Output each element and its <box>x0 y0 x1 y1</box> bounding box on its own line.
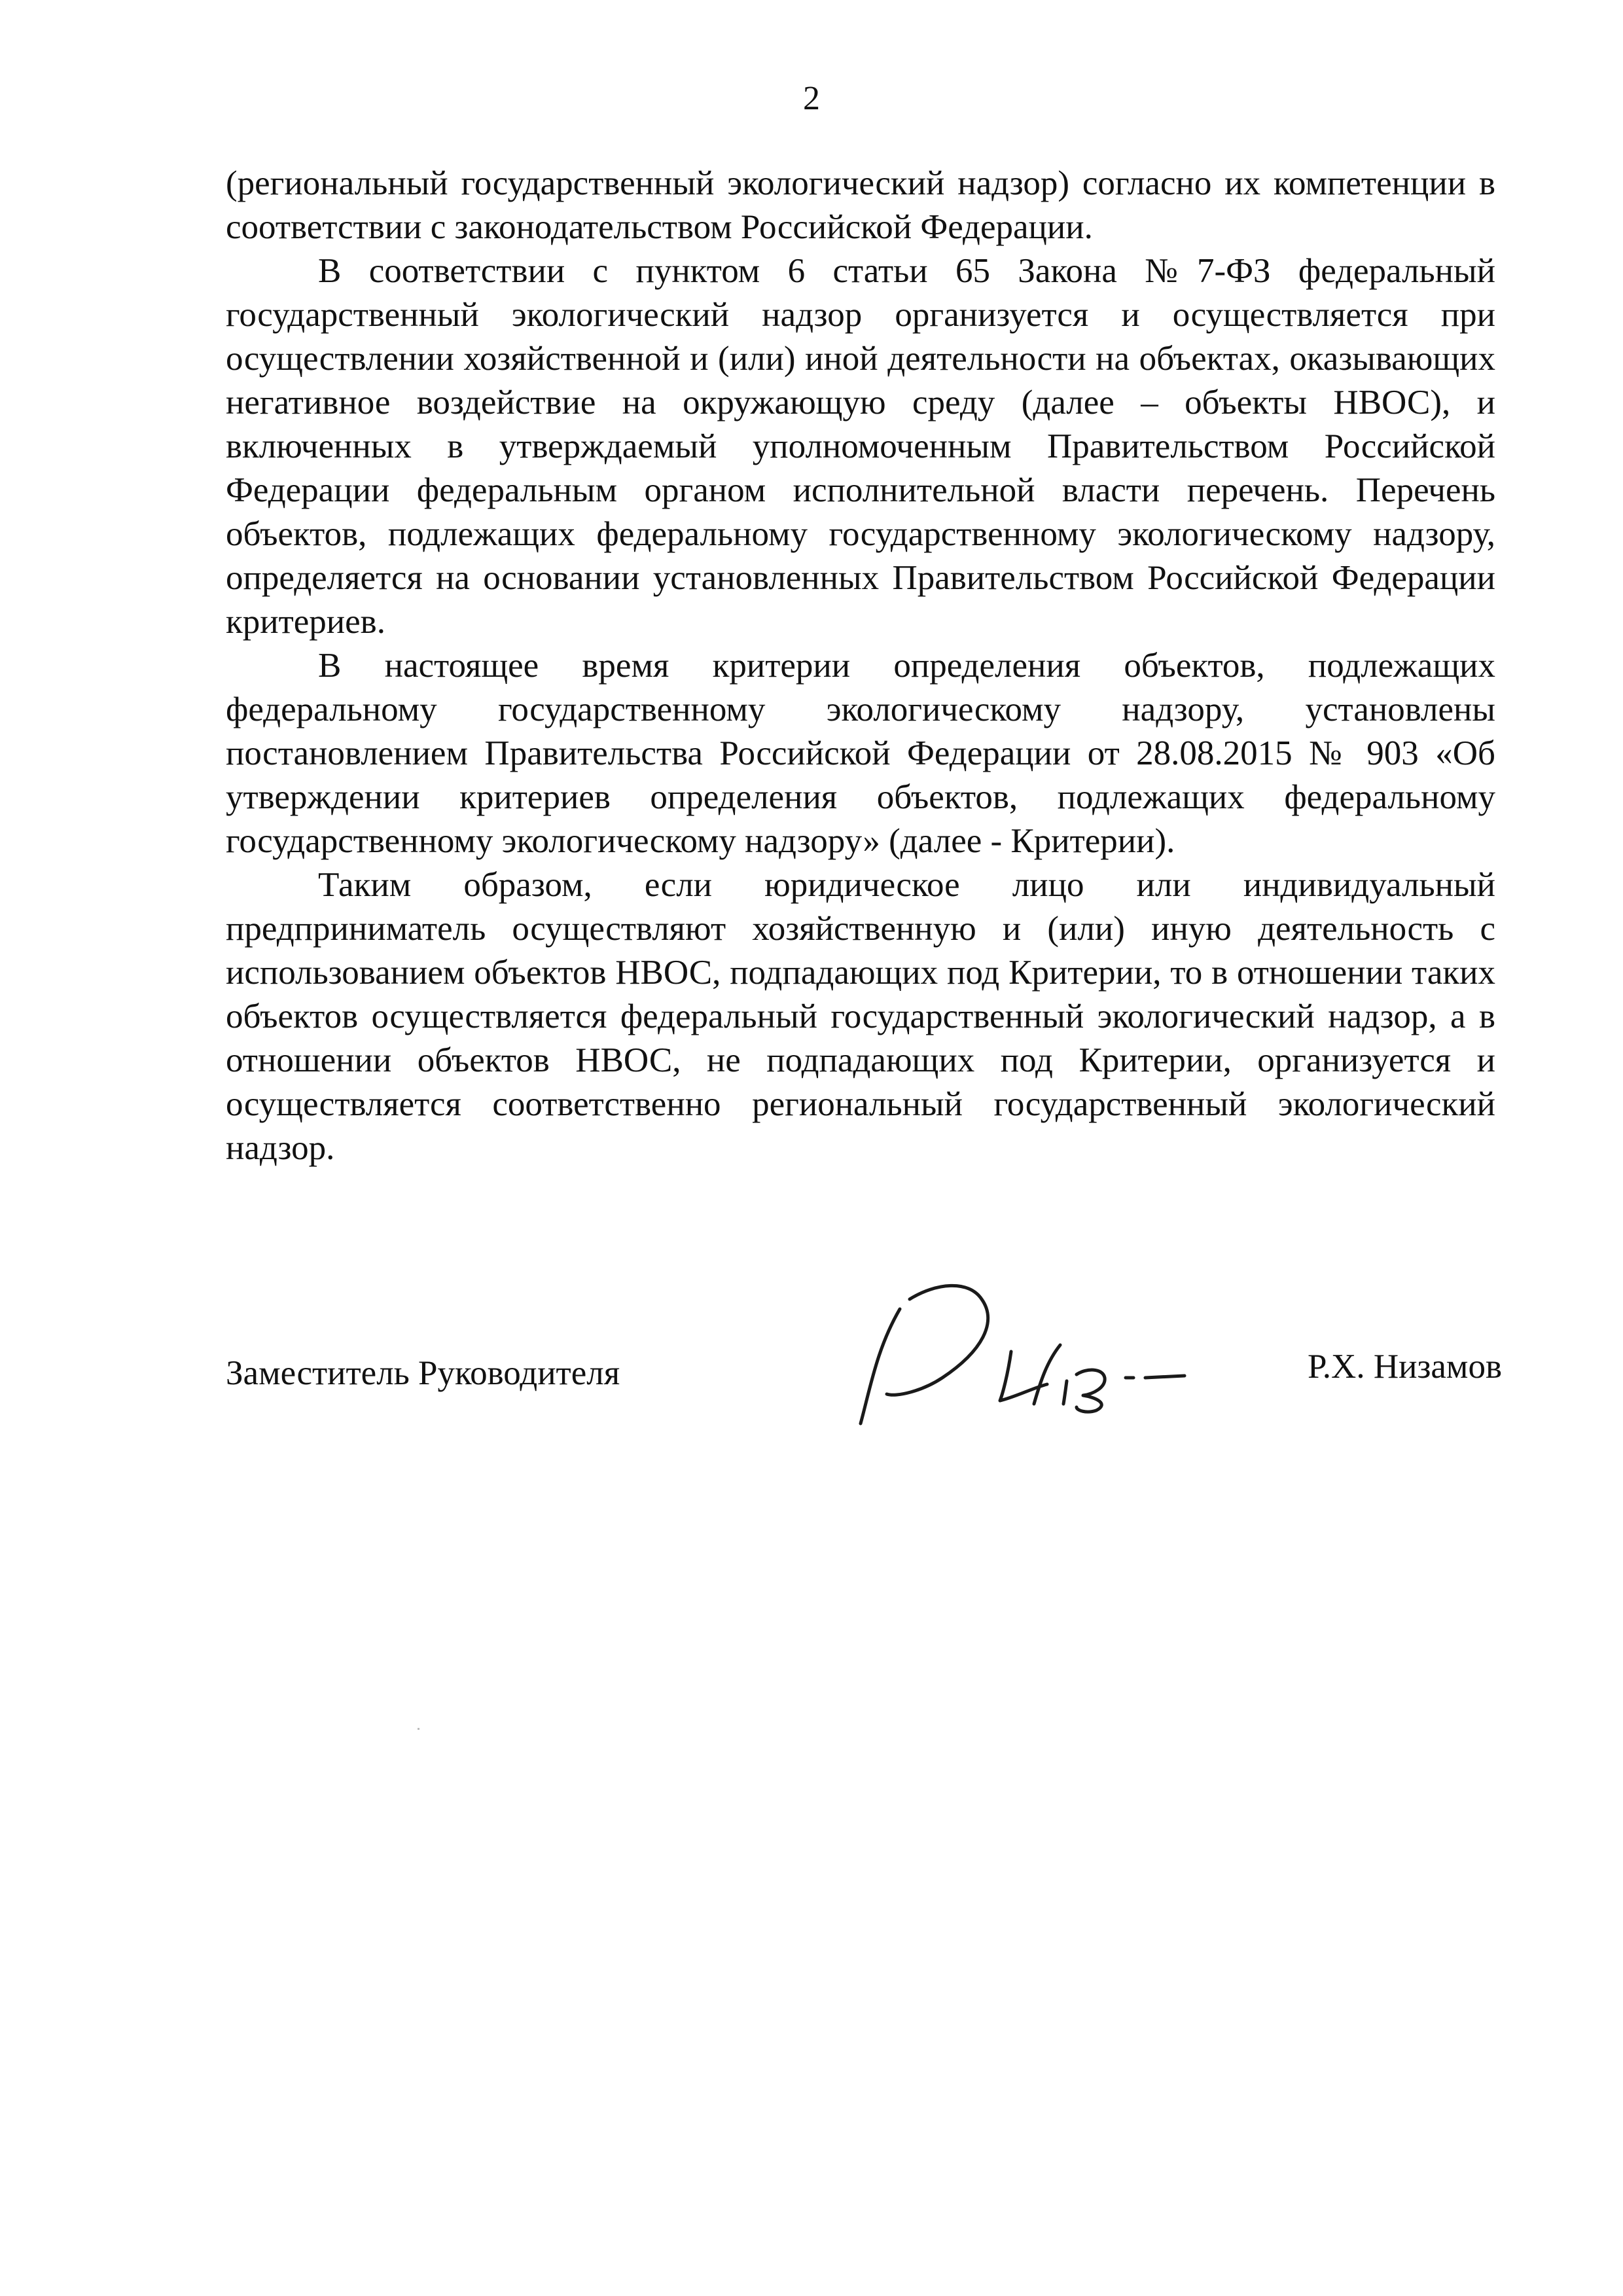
signer-name: Р.Х. Низамов <box>1307 1348 1502 1386</box>
signature-block <box>226 1302 1502 1433</box>
signer-position: Заместитель Руководителя <box>226 1354 620 1392</box>
paragraph: В соответствии с пунктом 6 статьи 65 Закона №7-ФЗ федеральный государственный экологический надзор организуется и осуществляется при осуществлении хозяйственной и (или) иной деятельности на объектах, оказывающих негативное воздействие на окружающую среду (далее – объекты НВОС), и включенных в утверждаемый уполномоченным Правительством Российской Федерации федеральным органом исполнительной власти перечень. Перечень объектов, подлежащих федеральному государственному экологическому надзору, определяется на основании установленных Правительством Российской Федерации критериев. <box>226 252 1495 641</box>
scan-artifact <box>418 1728 419 1730</box>
page-number: 2 <box>803 80 820 117</box>
handwritten-signature <box>851 1263 1270 1433</box>
document-body <box>226 162 1495 1170</box>
paragraph: В настоящее время критерии определения объектов, подлежащих федеральному государственному экологическому надзору, установлены постановлением Правительства Российской Федерации от 28.08.2015 № 903 «Об утверждении критериев определения объектов, подлежащих федеральному государственному экологическому надзору» (далее - Критерии). <box>226 647 1495 860</box>
paragraph: Таким образом, если юридическое лицо или индивидуальный предприниматель осуществляют хозяйственную и (или) иную деятельность с использованием объектов НВОС, подпадающих под Критерии, то в отношении таких объектов осуществляется федеральный государственный экологический надзор, а в отношении объектов НВОС, не подпадающих под Критерии, организуется и осуществляется соответственно региональный государственный экологический надзор. <box>226 866 1495 1167</box>
paragraph-continuation: (региональный государственный экологический надзор) согласно их компетенции в соответствии с законодательством Российской Федерации. <box>226 164 1495 246</box>
